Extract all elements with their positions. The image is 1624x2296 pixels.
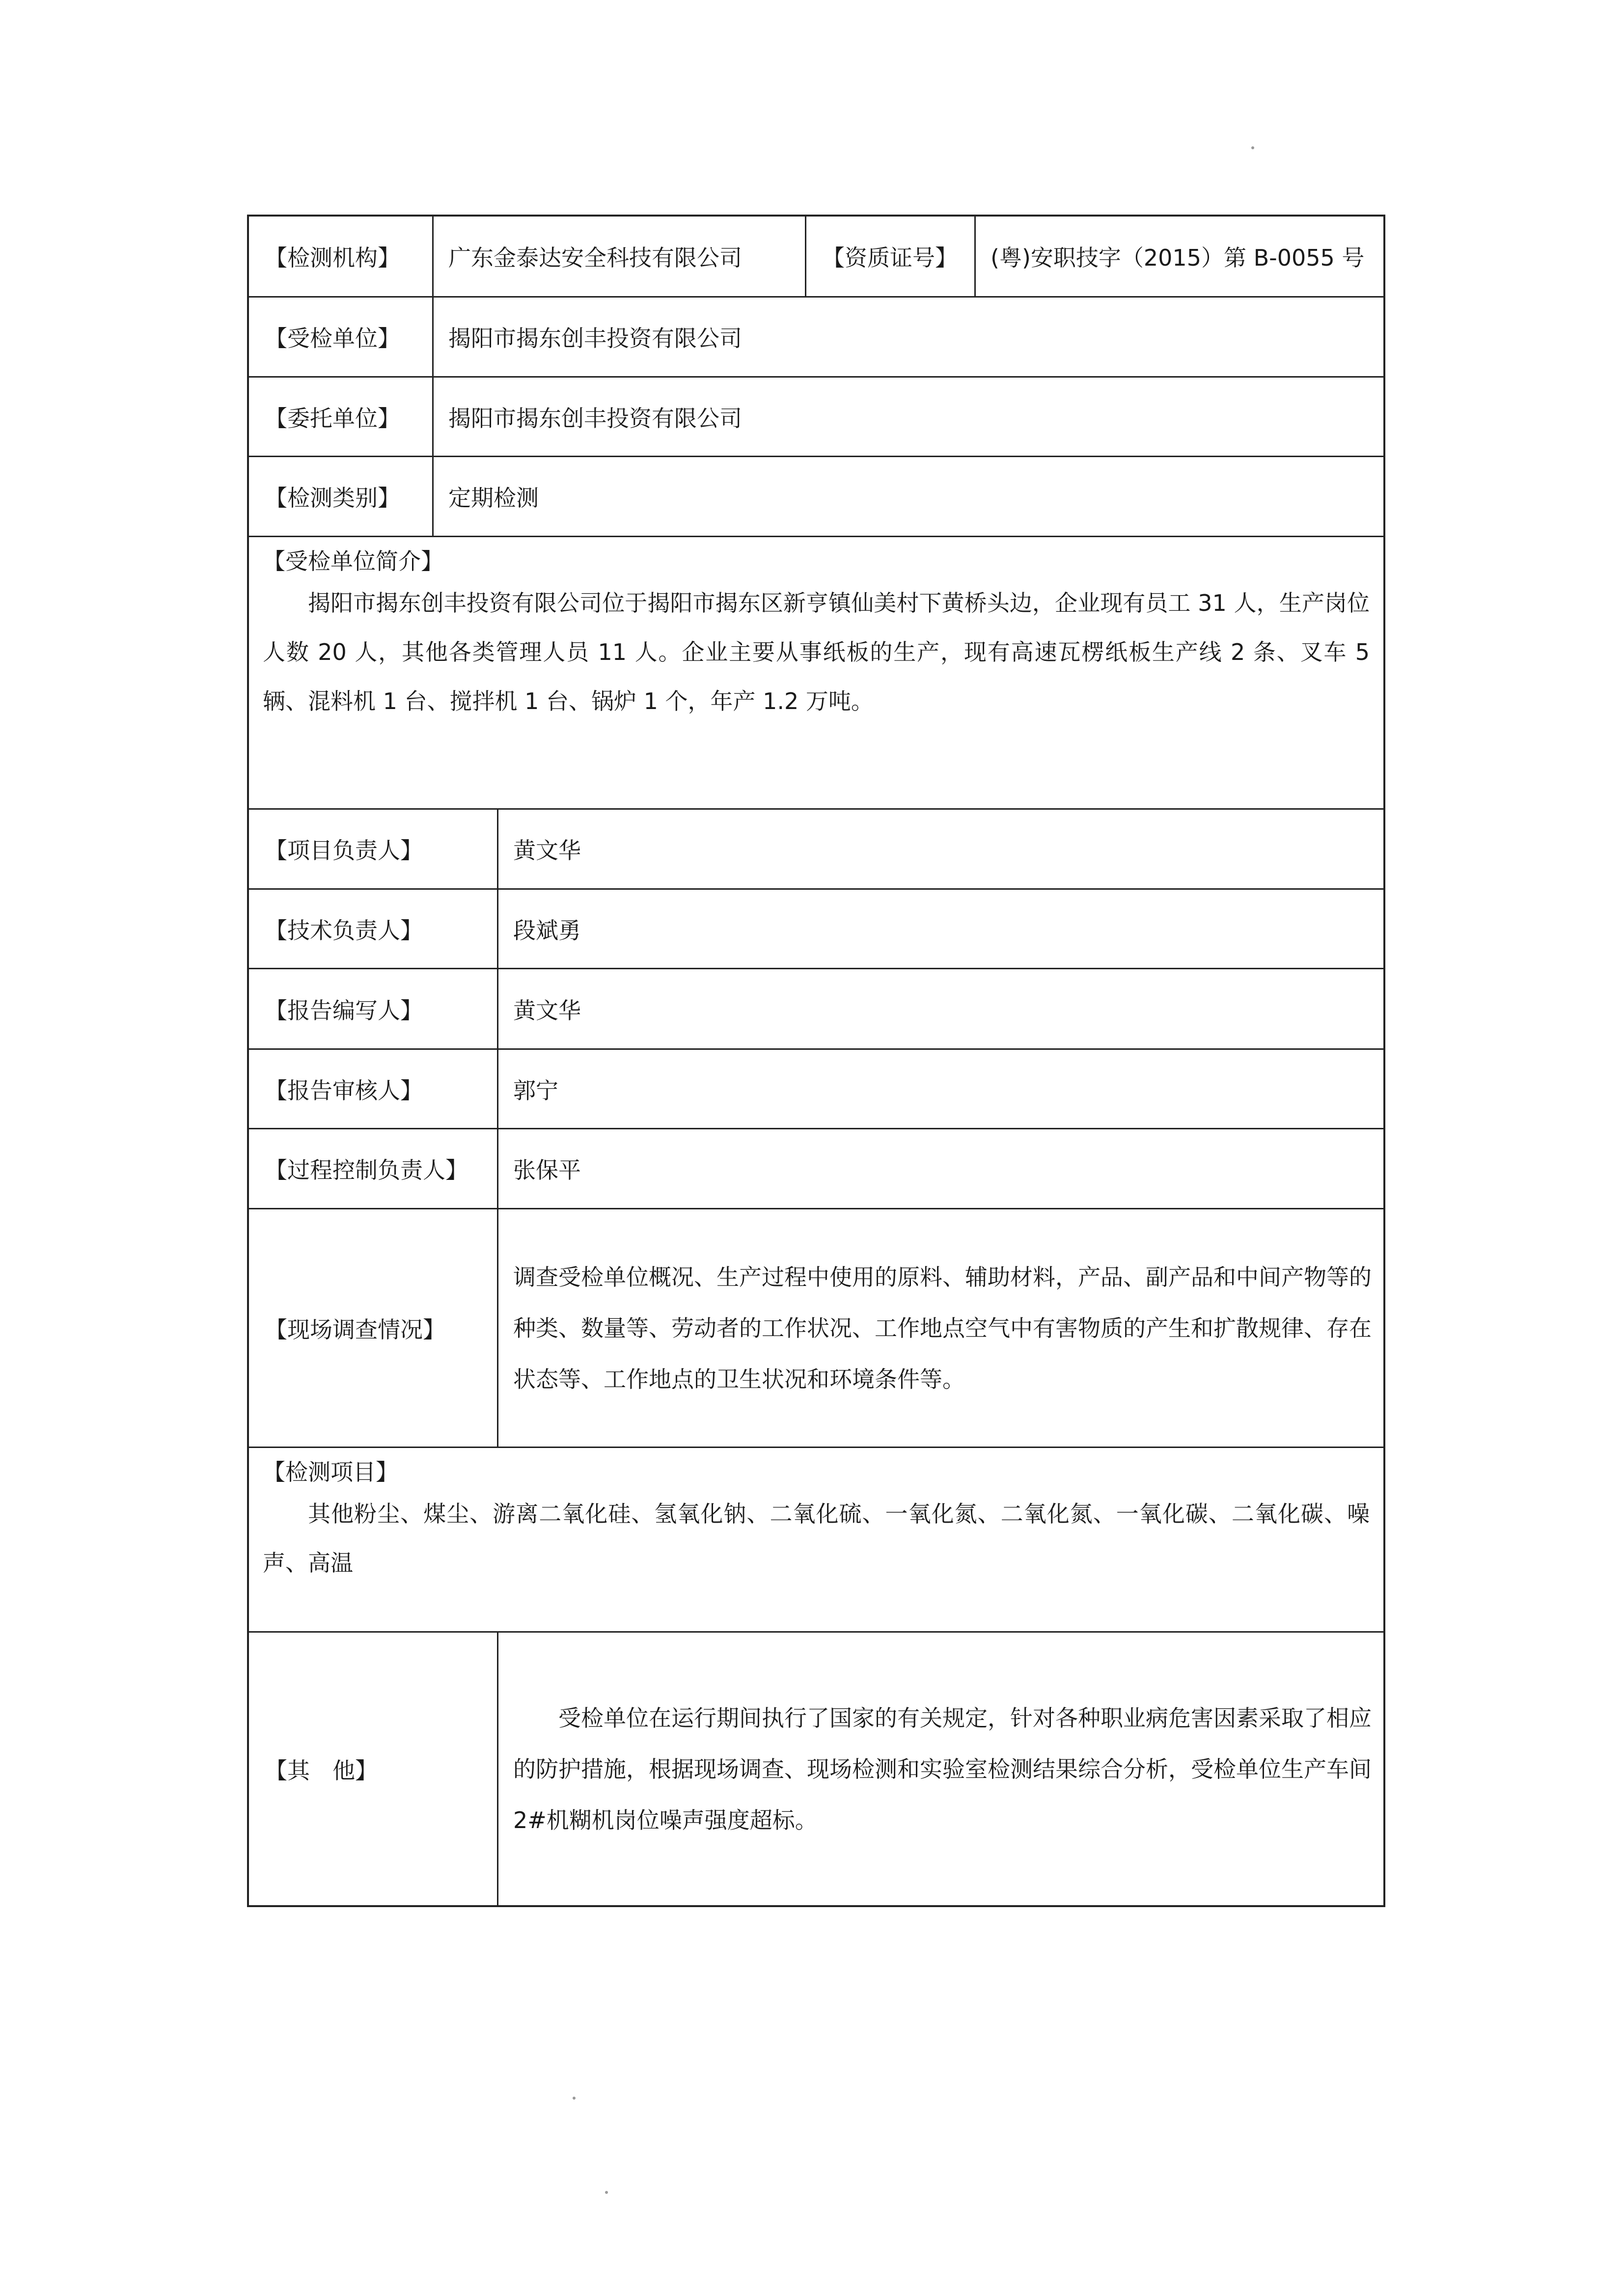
label-report-writer: 【报告编写人】 (249, 969, 498, 1048)
test-items-block (249, 1448, 1383, 1631)
row-test-category (249, 457, 1383, 537)
scan-speck (1251, 146, 1254, 149)
label-technical-leader: 【技术负责人】 (249, 890, 498, 968)
label-testing-agency: 【检测机构】 (249, 217, 434, 296)
value-project-leader: 黄文华 (513, 837, 581, 864)
row-unit-profile (249, 537, 1383, 810)
test-items-text: 其他粉尘、煤尘、游离二氧化硅、氢氧化钠、二氧化硫、一氧化氮、二氧化氮、一氧化碳、二氧化碳、噪声、高温 (263, 1501, 1370, 1576)
value-process-control-leader: 张保平 (513, 1157, 581, 1183)
value-technical-leader: 段斌勇 (513, 917, 581, 944)
scan-speck (573, 2097, 576, 2100)
row-technical-leader (249, 890, 1383, 969)
value-report-reviewer: 郭宁 (513, 1077, 558, 1104)
row-other (249, 1633, 1383, 1905)
label-process-control-leader: 【过程控制负责人】 (249, 1129, 498, 1208)
label-qualification-no: 【资质证号】 (806, 217, 976, 296)
other-content (498, 1633, 1383, 1905)
row-site-investigation (249, 1209, 1383, 1448)
row-test-items (249, 1448, 1383, 1633)
row-process-control-leader (249, 1129, 1383, 1209)
site-investigation-content (498, 1209, 1383, 1447)
test-items-title: 【检测项目】 (263, 1459, 398, 1485)
value-testing-agency: 广东金泰达安全科技有限公司 (434, 217, 806, 296)
value-test-category: 定期检测 (448, 485, 539, 511)
label-commissioning-unit: 【委托单位】 (249, 378, 434, 456)
unit-profile-block (249, 537, 1383, 808)
label-project-leader: 【项目负责人】 (249, 810, 498, 888)
value-commissioning-unit: 揭阳市揭东创丰投资有限公司 (448, 405, 742, 432)
label-report-reviewer: 【报告审核人】 (249, 1050, 498, 1128)
label-site-investigation: 【现场调查情况】 (249, 1209, 498, 1447)
label-other: 【其 他】 (249, 1633, 498, 1905)
label-test-category: 【检测类别】 (249, 457, 434, 536)
row-commissioning-unit (249, 378, 1383, 457)
unit-profile-text: 揭阳市揭东创丰投资有限公司位于揭阳市揭东区新亨镇仙美村下黄桥头边，企业现有员工 31 人，生产岗位人数 20 人，其他各类管理人员 11 人。企业主要从事纸板的生产，现有高速瓦楞纸板生产线 2 条、叉车 5 辆、混料机 1 台、搅拌机 1 台、锅炉 1 个，年产 1.2 万吨。 (263, 590, 1370, 714)
value-inspected-unit: 揭阳市揭东创丰投资有限公司 (448, 325, 742, 352)
row-project-leader (249, 810, 1383, 890)
value-qualification-no: (粤)安职技字（2015）第 B-0055 号 (991, 245, 1365, 271)
other-text: 受检单位在运行期间执行了国家的有关规定，针对各种职业病危害因素采取了相应的防护措施，根据现场调查、现场检测和实验室检测结果综合分析，受检单位生产车间 2#机糊机岗位噪声强度超标。 (513, 1704, 1372, 1833)
report-info-table (247, 215, 1385, 1907)
row-report-writer (249, 969, 1383, 1050)
value-report-writer: 黄文华 (513, 997, 581, 1024)
row-report-reviewer (249, 1050, 1383, 1129)
label-inspected-unit: 【受检单位】 (249, 298, 434, 376)
unit-profile-title: 【受检单位简介】 (263, 548, 443, 574)
row-testing-agency (249, 217, 1383, 298)
scan-speck (605, 2191, 608, 2194)
row-inspected-unit (249, 298, 1383, 378)
site-investigation-text: 调查受检单位概况、生产过程中使用的原料、辅助材料，产品、副产品和中间产物等的种类、数量等、劳动者的工作状况、工作地点空气中有害物质的产生和扩散规律、存在状态等、工作地点的卫生状况和环境条件等。 (513, 1263, 1372, 1393)
